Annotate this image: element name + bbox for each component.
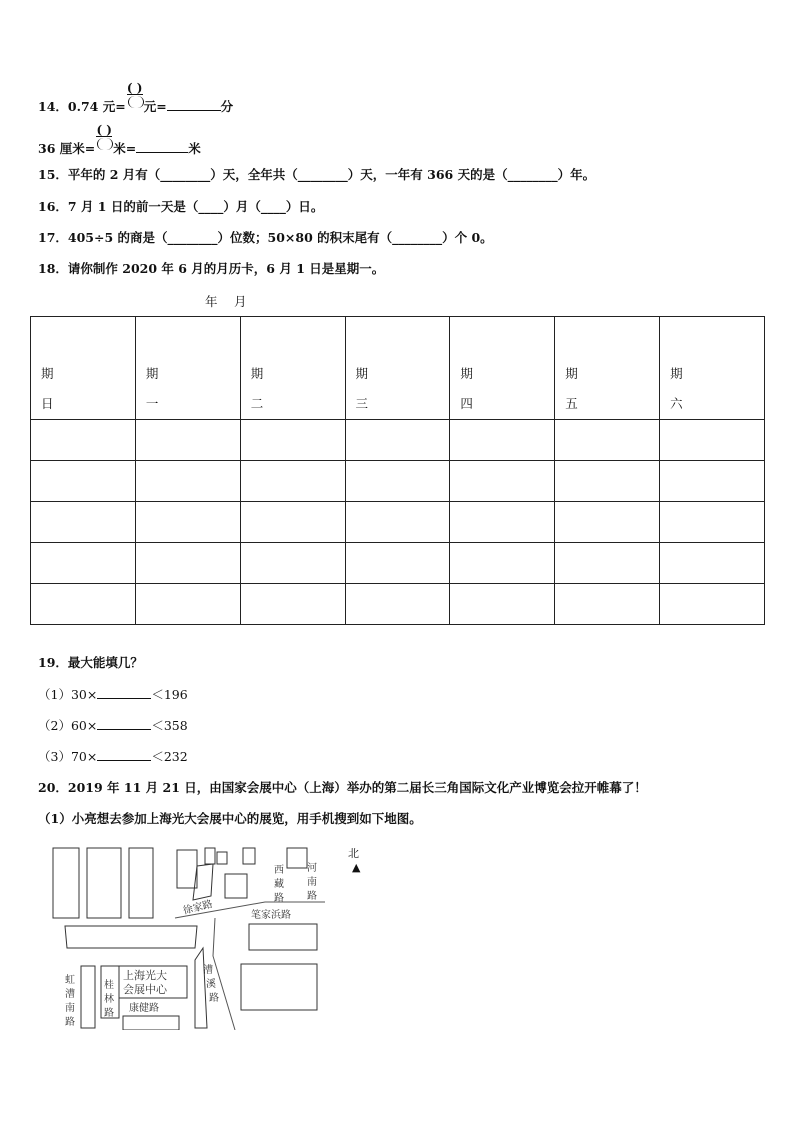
north-label: 北 ▲ [348, 847, 361, 874]
road-label-kangjian: 康健路 [129, 1003, 159, 1014]
map-block [53, 848, 79, 918]
calendar-cell[interactable] [345, 543, 450, 584]
calendar-cell[interactable] [135, 461, 240, 502]
header-tue: 期 二 [240, 317, 345, 420]
street-map [45, 838, 325, 1030]
map-block [65, 926, 197, 948]
calendar-cell[interactable] [345, 502, 450, 543]
map-block [217, 852, 227, 864]
center-label: 上海光大 [123, 969, 167, 982]
calendar-cell[interactable] [135, 502, 240, 543]
map-block [129, 848, 153, 918]
road-label-guilin: 桂 [104, 980, 114, 991]
calendar-cell[interactable] [31, 420, 136, 461]
road-label-henan: 路 [307, 891, 317, 902]
road-label-xujia: 徐家路 [182, 898, 214, 917]
header-sun: 期 日 [31, 317, 136, 420]
calendar-cell[interactable] [450, 461, 555, 502]
fraction-box: ( ) [126, 100, 144, 116]
calendar-table [30, 316, 765, 625]
header-thu: 期 四 [450, 317, 555, 420]
calendar-cell[interactable] [31, 543, 136, 584]
q19-item-1: （1）30× ＜196 [38, 687, 188, 702]
road-label-caoxi: 漕 [203, 965, 213, 976]
road-label-xizang: 藏 [274, 879, 284, 890]
calendar-cell[interactable] [31, 502, 136, 543]
road-label-henan: 南 [307, 877, 317, 888]
road-label-hongcao: 路 [65, 1017, 75, 1028]
answer-blank[interactable] [167, 98, 221, 111]
road-label-caoxi: 路 [209, 993, 219, 1004]
calendar-cell[interactable] [240, 543, 345, 584]
header-fri: 期 五 [555, 317, 660, 420]
answer-blank[interactable] [97, 717, 151, 730]
calendar-cell[interactable] [555, 584, 660, 625]
q14-line2: 36 厘米= ( ) 米= 米 [38, 122, 201, 156]
map-block [249, 924, 317, 950]
map-block [241, 964, 317, 1010]
road-label-hongcao: 虹 [65, 975, 75, 986]
calendar-cell[interactable] [345, 420, 450, 461]
calendar-cell[interactable] [240, 461, 345, 502]
calendar-cell[interactable] [450, 584, 555, 625]
map-block [225, 874, 247, 898]
calendar-cell[interactable] [450, 543, 555, 584]
map-block [205, 848, 215, 864]
calendar-caption: 年 月 [205, 294, 249, 309]
calendar-week-row [31, 543, 765, 584]
calendar-cell[interactable] [660, 543, 765, 584]
header-wed: 期 三 [345, 317, 450, 420]
fraction-box: ( ) [95, 142, 113, 158]
road-label-xizang: 路 [274, 893, 284, 904]
calendar-cell[interactable] [135, 543, 240, 584]
question-20: 20．2019 年 11 月 21 日，由国家会展中心（上海）举办的第二届长三角国际文化产业博览会拉开帷幕了！ [38, 780, 647, 795]
calendar-cell[interactable] [240, 584, 345, 625]
road-label-xizang: 西 [274, 865, 284, 876]
road-label-hongcao: 南 [65, 1003, 75, 1014]
question-15: 15．平年的 2 月有（________）天，全年共（________）天，一年有 366 天的是（________）年。 [38, 167, 596, 182]
map-block [193, 864, 213, 900]
calendar-cell[interactable] [240, 420, 345, 461]
calendar-cell[interactable] [31, 584, 136, 625]
calendar-cell[interactable] [555, 543, 660, 584]
calendar-week-row [31, 461, 765, 502]
map-block [81, 966, 95, 1028]
q20-sub-1: （1）小亮想去参加上海光大会展中心的展览，用手机搜到如下地图。 [38, 811, 422, 826]
calendar-week-row [31, 420, 765, 461]
calendar-cell[interactable] [135, 420, 240, 461]
map-block [87, 848, 121, 918]
question-18: 18．请你制作 2020 年 6 月的月历卡，6 月 1 日是星期一。 [38, 261, 385, 276]
map-block [177, 850, 197, 888]
answer-blank[interactable] [136, 140, 188, 153]
calendar-cell[interactable] [555, 461, 660, 502]
header-sat: 期 六 [660, 317, 765, 420]
question-19: 19．最大能填几？ [38, 655, 143, 670]
calendar-cell[interactable] [31, 461, 136, 502]
road-label-henan: 河 [307, 863, 317, 874]
road-label-hongcao: 漕 [65, 989, 75, 1000]
answer-blank[interactable] [97, 686, 151, 699]
road-label-guilin: 林 [104, 994, 114, 1005]
calendar-cell[interactable] [660, 461, 765, 502]
road-label-guilin: 路 [104, 1008, 114, 1019]
calendar-cell[interactable] [555, 502, 660, 543]
calendar-week-row [31, 584, 765, 625]
map-block [287, 848, 307, 868]
question-17: 17．405÷5 的商是（________）位数；50×80 的积末尾有（________）个 0。 [38, 230, 493, 245]
calendar-cell[interactable] [660, 502, 765, 543]
header-mon: 期 一 [135, 317, 240, 420]
q19-item-2: （2）60× ＜358 [38, 718, 188, 733]
calendar-cell[interactable] [660, 584, 765, 625]
calendar-cell[interactable] [660, 420, 765, 461]
road-line [213, 918, 235, 1030]
calendar-cell[interactable] [450, 420, 555, 461]
q19-item-3: （3）70× ＜232 [38, 749, 188, 764]
north-arrow-icon: ▲ [352, 861, 361, 874]
calendar-cell[interactable] [345, 461, 450, 502]
center-label: 会展中心 [123, 983, 167, 996]
answer-blank[interactable] [97, 748, 151, 761]
map-block [123, 1016, 179, 1030]
q14-line1: 14．0.74 元= ( ) 元= 分 [38, 80, 234, 114]
calendar-cell[interactable] [450, 502, 555, 543]
calendar-cell[interactable] [345, 584, 450, 625]
road-label-caoxi: 溪 [206, 979, 216, 990]
calendar-week-row [31, 502, 765, 543]
calendar-cell[interactable] [555, 420, 660, 461]
calendar-cell[interactable] [240, 502, 345, 543]
calendar-cell[interactable] [135, 584, 240, 625]
map-block [243, 848, 255, 864]
road-label-bijia: 笔家浜路 [251, 910, 291, 921]
question-16: 16．7 月 1 日的前一天是（____）月（____）日。 [38, 199, 324, 214]
